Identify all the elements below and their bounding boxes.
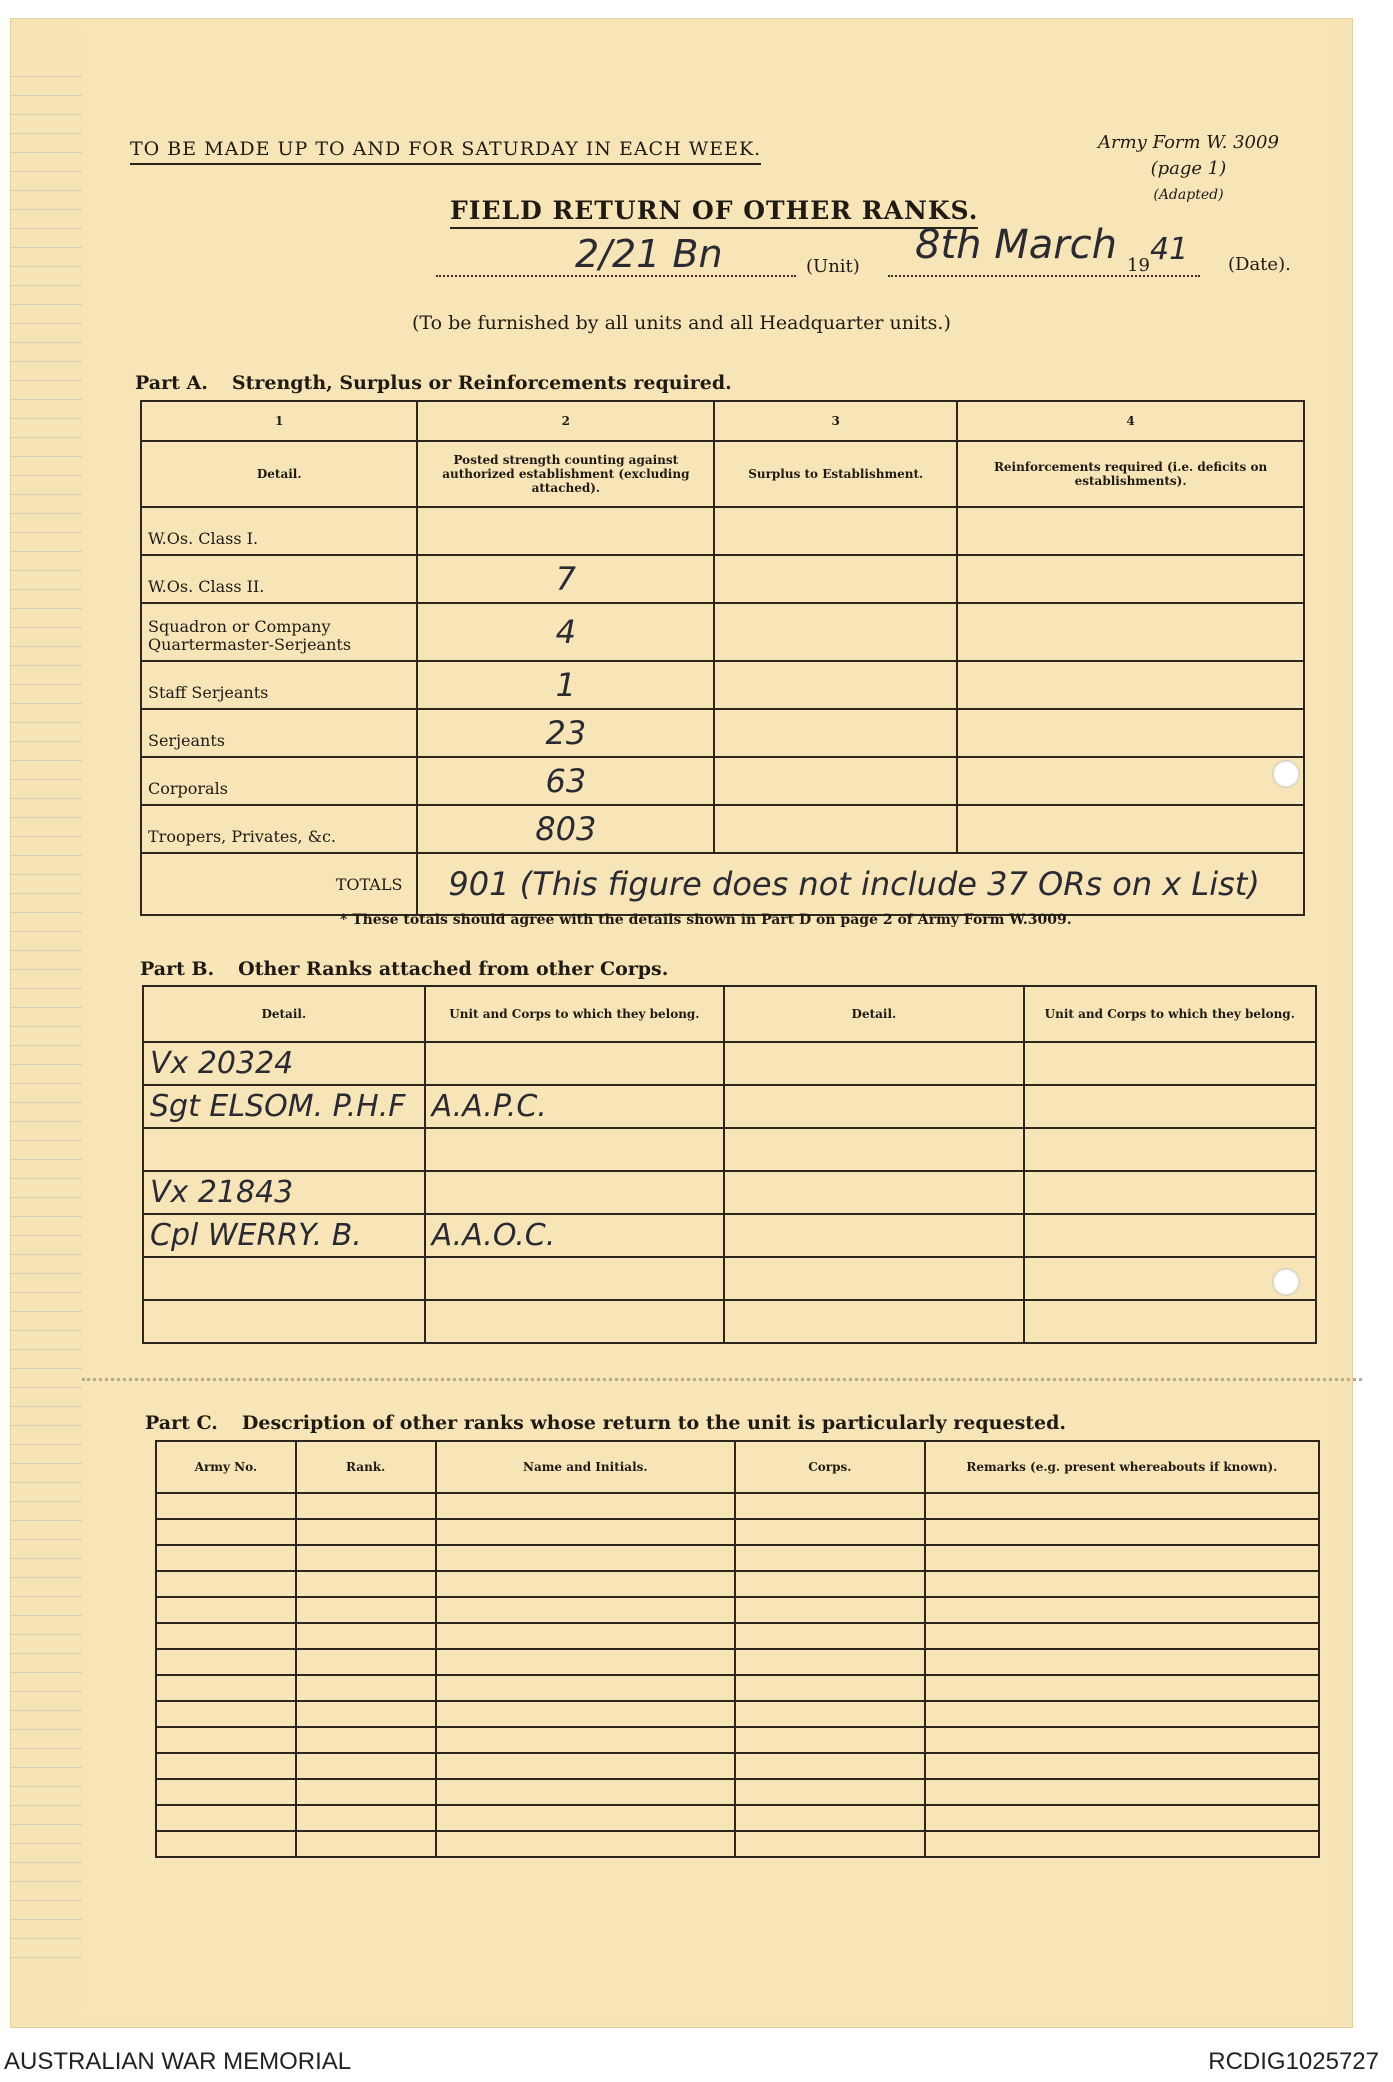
empty-cell <box>296 1805 436 1831</box>
empty-cell <box>296 1649 436 1675</box>
row-reinforcements <box>957 805 1304 853</box>
attached-unit-2 <box>1024 1214 1316 1257</box>
attached-unit: A.A.O.C. <box>425 1214 725 1257</box>
empty-cell <box>296 1779 436 1805</box>
row-posted <box>417 507 714 555</box>
totals-note: * These totals should agree with the details shown in Part D on page 2 of Army Form W.3009. <box>340 912 1072 928</box>
date-year-value: 41 <box>1150 232 1189 267</box>
empty-cell <box>925 1831 1319 1857</box>
empty-cell <box>925 1519 1319 1545</box>
empty-cell <box>296 1519 436 1545</box>
part-a-table <box>140 400 1305 916</box>
empty-cell <box>436 1623 735 1649</box>
empty-cell <box>296 1545 436 1571</box>
table-row <box>141 709 1304 757</box>
attached-detail-2 <box>724 1300 1023 1343</box>
row-detail: W.Os. Class II. <box>141 555 417 603</box>
totals-value: 901 (This figure does not include 37 ORs on x List) <box>417 853 1304 915</box>
form-name: Army Form W. 3009 <box>1098 132 1279 153</box>
empty-cell <box>925 1493 1319 1519</box>
form-page: (page 1) <box>1150 158 1227 179</box>
empty-cell <box>296 1571 436 1597</box>
attached-detail-2 <box>724 1214 1023 1257</box>
empty-cell <box>296 1701 436 1727</box>
form-identifier <box>1098 130 1279 208</box>
header-corps: Corps. <box>735 1441 925 1493</box>
table-row <box>156 1779 1319 1805</box>
empty-cell <box>735 1623 925 1649</box>
attached-unit <box>425 1257 725 1300</box>
empty-cell <box>925 1753 1319 1779</box>
empty-cell <box>735 1597 925 1623</box>
row-surplus <box>714 603 957 661</box>
empty-cell <box>296 1753 436 1779</box>
attached-unit-2 <box>1024 1300 1316 1343</box>
part-c-label: Part C. <box>145 1412 218 1434</box>
empty-cell <box>735 1753 925 1779</box>
totals-row <box>141 853 1304 915</box>
form-adapted: (Adapted) <box>1153 187 1224 203</box>
col-number-1: 1 <box>141 401 417 441</box>
row-detail: Squadron or Company Quartermaster-Serjeants <box>141 603 417 661</box>
table-row <box>156 1545 1319 1571</box>
row-posted: 7 <box>417 555 714 603</box>
empty-cell <box>296 1831 436 1857</box>
table-row <box>156 1649 1319 1675</box>
ruled-paper-strip <box>10 58 92 1958</box>
date-day-value: 8th March <box>915 222 1118 268</box>
row-reinforcements <box>957 603 1304 661</box>
empty-cell <box>925 1571 1319 1597</box>
header-detail-2: Detail. <box>724 986 1023 1042</box>
col-number-4: 4 <box>957 401 1304 441</box>
row-surplus <box>714 757 957 805</box>
row-reinforcements <box>957 757 1304 805</box>
empty-cell <box>436 1701 735 1727</box>
table-row <box>156 1831 1319 1857</box>
empty-cell <box>156 1545 296 1571</box>
attached-unit <box>425 1300 725 1343</box>
empty-cell <box>436 1831 735 1857</box>
punch-hole <box>1272 1268 1300 1296</box>
part-a-title: Strength, Surplus or Reinforcements required. <box>231 372 732 394</box>
empty-cell <box>156 1805 296 1831</box>
part-b-heading <box>140 958 668 980</box>
empty-cell <box>925 1675 1319 1701</box>
perforation-line <box>82 1378 1362 1381</box>
table-row <box>156 1805 1319 1831</box>
row-surplus <box>714 709 957 757</box>
table-row <box>141 805 1304 853</box>
row-posted: 4 <box>417 603 714 661</box>
part-a-label: Part A. <box>135 372 208 394</box>
part-c-table <box>155 1440 1320 1858</box>
empty-cell <box>436 1753 735 1779</box>
part-b-table <box>142 985 1317 1344</box>
empty-cell <box>925 1623 1319 1649</box>
attached-detail <box>143 1128 425 1171</box>
empty-cell <box>296 1727 436 1753</box>
empty-cell <box>925 1597 1319 1623</box>
unit-label: (Unit) <box>806 256 860 277</box>
empty-cell <box>156 1779 296 1805</box>
empty-cell <box>735 1727 925 1753</box>
empty-cell <box>436 1545 735 1571</box>
empty-cell <box>436 1493 735 1519</box>
empty-cell <box>296 1493 436 1519</box>
row-surplus <box>714 555 957 603</box>
empty-cell <box>925 1779 1319 1805</box>
empty-cell <box>156 1675 296 1701</box>
attached-detail: Vx 20324 <box>143 1042 425 1085</box>
empty-cell <box>735 1493 925 1519</box>
table-row <box>141 661 1304 709</box>
empty-cell <box>735 1675 925 1701</box>
empty-cell <box>296 1623 436 1649</box>
date-label: (Date). <box>1228 254 1291 275</box>
empty-cell <box>925 1727 1319 1753</box>
empty-cell <box>735 1805 925 1831</box>
empty-cell <box>735 1545 925 1571</box>
table-row <box>156 1623 1319 1649</box>
empty-cell <box>156 1571 296 1597</box>
table-row <box>143 1257 1316 1300</box>
row-surplus <box>714 805 957 853</box>
col-number-3: 3 <box>714 401 957 441</box>
unit-value: 2/21 Bn <box>575 232 723 276</box>
attached-detail <box>143 1300 425 1343</box>
furnish-note: (To be furnished by all units and all Headquarter units.) <box>412 312 951 334</box>
table-row <box>141 603 1304 661</box>
totals-label: TOTALS <box>141 853 417 915</box>
table-row <box>143 1085 1316 1128</box>
attached-unit <box>425 1171 725 1214</box>
table-row <box>156 1597 1319 1623</box>
date-year-prefix: 19 <box>1127 255 1150 276</box>
empty-cell <box>436 1519 735 1545</box>
empty-cell <box>735 1701 925 1727</box>
header-reinforcements: Reinforcements required (i.e. deficits on establishments). <box>957 441 1304 507</box>
empty-cell <box>156 1701 296 1727</box>
row-detail: Corporals <box>141 757 417 805</box>
attached-detail-2 <box>724 1042 1023 1085</box>
table-row <box>143 1171 1316 1214</box>
punch-hole <box>1272 760 1300 788</box>
attached-detail: Cpl WERRY. B. <box>143 1214 425 1257</box>
footer-id: RCDIG1025727 <box>1208 2048 1379 2075</box>
row-reinforcements <box>957 507 1304 555</box>
empty-cell <box>925 1701 1319 1727</box>
attached-detail-2 <box>724 1257 1023 1300</box>
table-row <box>141 555 1304 603</box>
empty-cell <box>735 1519 925 1545</box>
table-row <box>156 1701 1319 1727</box>
table-row <box>141 507 1304 555</box>
row-reinforcements <box>957 661 1304 709</box>
row-detail: Troopers, Privates, &c. <box>141 805 417 853</box>
part-c-title: Description of other ranks whose return to the unit is particularly requested. <box>241 1412 1067 1434</box>
empty-cell <box>436 1727 735 1753</box>
empty-cell <box>436 1571 735 1597</box>
attached-unit-2 <box>1024 1171 1316 1214</box>
empty-cell <box>156 1519 296 1545</box>
attached-detail: Sgt ELSOM. P.H.F <box>143 1085 425 1128</box>
col-number-2: 2 <box>417 401 714 441</box>
header-rank: Rank. <box>296 1441 436 1493</box>
empty-cell <box>156 1831 296 1857</box>
part-c-heading <box>145 1412 1066 1434</box>
row-surplus <box>714 507 957 555</box>
part-b-label: Part B. <box>140 958 215 980</box>
row-posted: 63 <box>417 757 714 805</box>
header-unit-corps-2: Unit and Corps to which they belong. <box>1024 986 1316 1042</box>
empty-cell <box>436 1649 735 1675</box>
table-row <box>141 757 1304 805</box>
row-reinforcements <box>957 709 1304 757</box>
attached-detail <box>143 1257 425 1300</box>
attached-detail: Vx 21843 <box>143 1171 425 1214</box>
attached-detail-2 <box>724 1085 1023 1128</box>
table-row <box>143 1128 1316 1171</box>
header-unit-corps: Unit and Corps to which they belong. <box>425 986 725 1042</box>
weekly-note: TO BE MADE UP TO AND FOR SATURDAY IN EACH WEEK. <box>130 138 761 165</box>
header-posted-strength: Posted strength counting against authorized establishment (excluding attached). <box>417 441 714 507</box>
empty-cell <box>925 1805 1319 1831</box>
row-reinforcements <box>957 555 1304 603</box>
empty-cell <box>156 1753 296 1779</box>
empty-cell <box>296 1675 436 1701</box>
empty-cell <box>436 1675 735 1701</box>
empty-cell <box>925 1545 1319 1571</box>
table-row <box>156 1727 1319 1753</box>
footer-source: AUSTRALIAN WAR MEMORIAL <box>4 2048 352 2075</box>
part-b-title: Other Ranks attached from other Corps. <box>238 958 669 980</box>
attached-detail-2 <box>724 1171 1023 1214</box>
empty-cell <box>735 1649 925 1675</box>
part-c-rows <box>156 1493 1319 1857</box>
attached-unit <box>425 1042 725 1085</box>
empty-cell <box>735 1779 925 1805</box>
empty-cell <box>735 1831 925 1857</box>
table-row <box>143 1214 1316 1257</box>
table-row <box>156 1519 1319 1545</box>
empty-cell <box>156 1493 296 1519</box>
attached-unit-2 <box>1024 1042 1316 1085</box>
table-row <box>156 1753 1319 1779</box>
table-row <box>156 1675 1319 1701</box>
date-dotted-line <box>888 275 1200 277</box>
part-a-heading <box>135 372 732 394</box>
header-detail: Detail. <box>143 986 425 1042</box>
empty-cell <box>436 1805 735 1831</box>
row-posted: 803 <box>417 805 714 853</box>
header-surplus: Surplus to Establishment. <box>714 441 957 507</box>
table-row <box>156 1571 1319 1597</box>
empty-cell <box>925 1649 1319 1675</box>
header-army-no: Army No. <box>156 1441 296 1493</box>
attached-unit: A.A.P.C. <box>425 1085 725 1128</box>
row-detail: W.Os. Class I. <box>141 507 417 555</box>
attached-detail-2 <box>724 1128 1023 1171</box>
row-detail: Staff Serjeants <box>141 661 417 709</box>
row-surplus <box>714 661 957 709</box>
empty-cell <box>735 1571 925 1597</box>
row-posted: 23 <box>417 709 714 757</box>
empty-cell <box>156 1597 296 1623</box>
empty-cell <box>156 1623 296 1649</box>
empty-cell <box>296 1597 436 1623</box>
attached-unit <box>425 1128 725 1171</box>
table-row <box>143 1042 1316 1085</box>
empty-cell <box>156 1649 296 1675</box>
row-detail: Serjeants <box>141 709 417 757</box>
header-remarks: Remarks (e.g. present whereabouts if known). <box>925 1441 1319 1493</box>
header-detail: Detail. <box>141 441 417 507</box>
empty-cell <box>156 1727 296 1753</box>
page-title: FIELD RETURN OF OTHER RANKS. <box>450 196 978 229</box>
header-name: Name and Initials. <box>436 1441 735 1493</box>
empty-cell <box>436 1779 735 1805</box>
row-posted: 1 <box>417 661 714 709</box>
table-row <box>156 1493 1319 1519</box>
attached-unit-2 <box>1024 1128 1316 1171</box>
attached-unit-2 <box>1024 1085 1316 1128</box>
empty-cell <box>436 1597 735 1623</box>
table-row <box>143 1300 1316 1343</box>
